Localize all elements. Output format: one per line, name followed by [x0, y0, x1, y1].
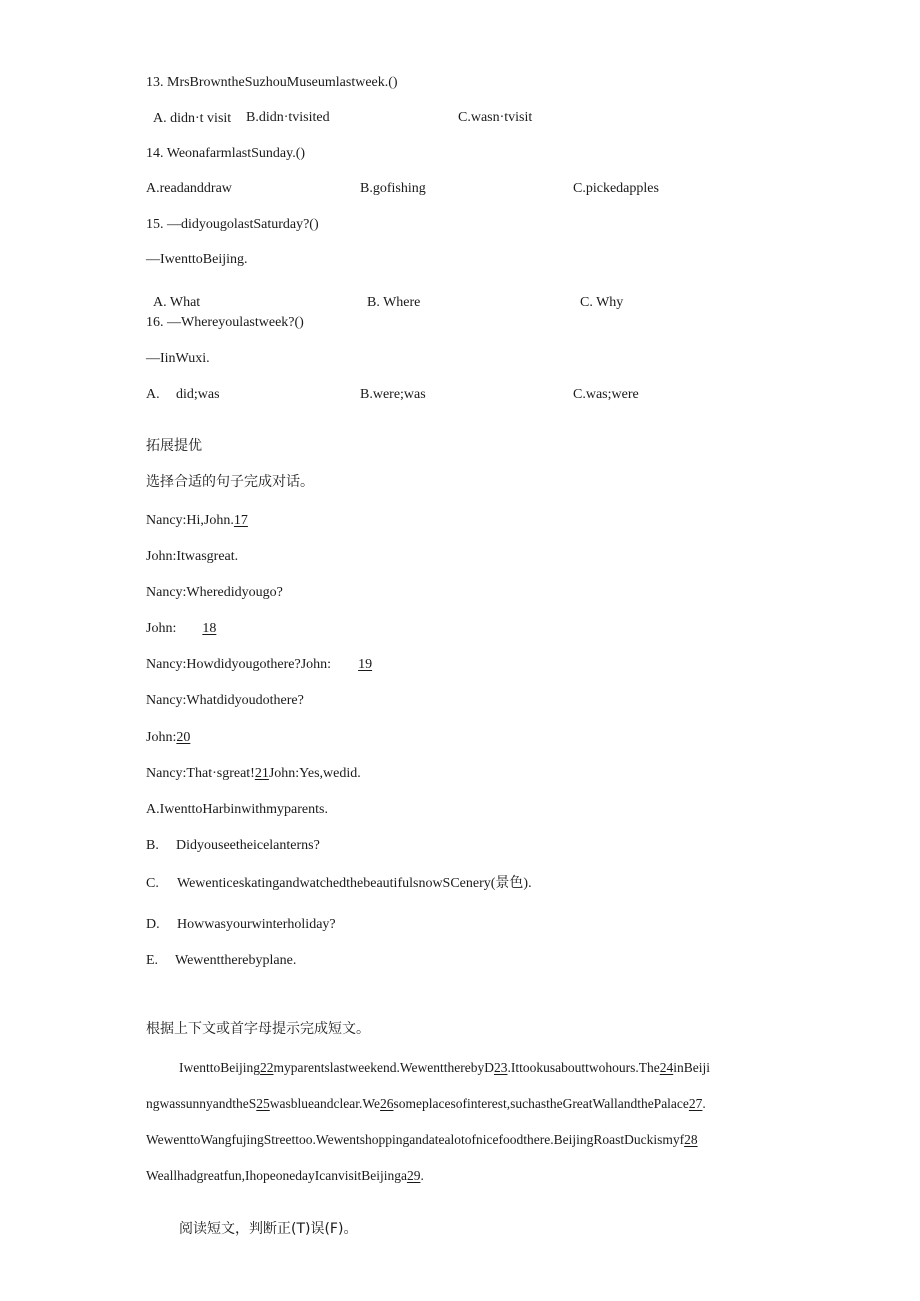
dialog-option-c: WewenticeskatingandwatchedthebeautifulsnowSCenery(景色). [177, 876, 532, 891]
dialog-option-e: Wewenttherebyplane. [175, 953, 297, 968]
q15-option-c: C. Why [580, 295, 624, 310]
blank-26: 26 [380, 1096, 394, 1111]
passage-text: someplacesofinterest,suchastheGreatWallandthePalace [393, 1096, 689, 1111]
blank-25: 25 [256, 1096, 270, 1111]
dialog-option-b-label: B. [146, 838, 159, 853]
passage-text: inBeiji [673, 1060, 710, 1075]
dialog-option-e-label: E. [146, 953, 159, 968]
blank-17: 17 [233, 513, 248, 528]
passage-text: wasblueandclear.We [269, 1096, 380, 1111]
dialog-line-5 [146, 656, 372, 674]
dialog-line-2: John:Itwasgreat. [146, 549, 239, 564]
dialog-line-4 [146, 620, 216, 638]
q16-option-b: B.were;was [360, 387, 426, 402]
q16-option-a-label: A. [146, 387, 160, 402]
q13-option-b: B.didn·tvisited [246, 110, 330, 125]
passage-text: IwenttoBeijing [179, 1060, 260, 1075]
blank-22: 22 [260, 1060, 274, 1075]
q14-option-c: C.pickedapples [573, 181, 659, 196]
q14-option-a: A.readanddraw [146, 181, 232, 196]
dialog-line-3: Nancy:Wheredidyougo? [146, 585, 283, 600]
passage-text: . [420, 1168, 424, 1183]
dialog-line-8 [146, 765, 361, 783]
passage-line-1 [179, 1059, 710, 1077]
blank-21: 21 [254, 766, 269, 781]
q14-stem: 14. WeonafarmlastSunday.() [146, 146, 306, 161]
blank-19: 19 [358, 657, 373, 672]
passage-text: WewenttoWangfujingStreettoo.Wewentshoppingandatealotofnicefoodthere.BeijingRoastDuckismyf [146, 1132, 685, 1147]
q15-stem: 15. —didyougolastSaturday?() [146, 217, 319, 232]
dialog-line-8-text-1: Nancy:That·sgreat! [146, 766, 255, 781]
q16-answer: —IinWuxi. [146, 351, 210, 366]
dialog-option-c-label: C. [146, 876, 159, 891]
dialog-line-4-text: John: [146, 621, 177, 636]
dialog-line-5-text: Nancy:Howdidyougothere?John: [146, 657, 332, 672]
q13-option-a: A. didn·t visit [153, 111, 232, 126]
passage-line-3 [146, 1131, 698, 1149]
dialog-option-b: Didyouseetheicelanterns? [176, 838, 320, 853]
q14-option-b: B.gofishing [360, 181, 426, 196]
dialog-line-7-text: John: [146, 730, 177, 745]
passage-line-4 [146, 1167, 424, 1185]
passage-line-2 [146, 1095, 706, 1113]
q16-stem: 16. —Whereyoulastweek?() [146, 315, 304, 330]
blank-20: 20 [176, 730, 191, 745]
reading-instruction: 阅读短文，判断正(T)误(F)。 [179, 1221, 358, 1237]
passage-text: ngwassunnyandtheS [146, 1096, 257, 1111]
dialog-option-a: A.IwenttoHarbinwithmyparents. [146, 802, 328, 817]
passage-text: Weallhadgreatfun,IhopeonedayIcanvisitBeijinga [146, 1168, 407, 1183]
q16-option-c: C.was;were [573, 387, 639, 402]
q15-answer: —IwenttoBeijing. [146, 252, 248, 267]
q15-option-a: A. What [153, 295, 201, 310]
dialog-line-6: Nancy:Whatdidyoudothere? [146, 693, 304, 708]
q15-option-b: B. Where [367, 295, 421, 310]
dialog-line-8-text-2: John:Yes,wedid. [268, 766, 361, 781]
q13-stem: 13. MrsBrowntheSuzhouMuseumlastweek.() [146, 75, 398, 90]
section-heading-extend: 拓展提优 [146, 438, 202, 454]
q16-option-a: did;was [176, 387, 220, 402]
dialog-option-d: Howwasyourwinterholiday? [177, 917, 336, 932]
passage-instruction: 根据上下文或首字母提示完成短文。 [146, 1021, 370, 1037]
dialog-line-7 [146, 729, 190, 747]
blank-27: 27 [688, 1096, 703, 1111]
passage-text: myparentslastweekend.WewenttherebyD [273, 1060, 494, 1075]
blank-28: 28 [684, 1132, 698, 1147]
blank-29: 29 [406, 1168, 421, 1183]
dialog-line-1-text: Nancy:Hi,John. [146, 513, 234, 528]
passage-text: .Ittookusabouttwohours.The [507, 1060, 660, 1075]
dialog-line-1 [146, 512, 248, 530]
dialog-option-d-label: D. [146, 917, 160, 932]
blank-23: 23 [493, 1060, 508, 1075]
q13-option-c: C.wasn·tvisit [458, 110, 533, 125]
passage-text: . [702, 1096, 706, 1111]
blank-18: 18 [202, 621, 217, 636]
dialog-instruction: 选择合适的句子完成对话。 [146, 474, 314, 490]
blank-24: 24 [659, 1060, 674, 1075]
